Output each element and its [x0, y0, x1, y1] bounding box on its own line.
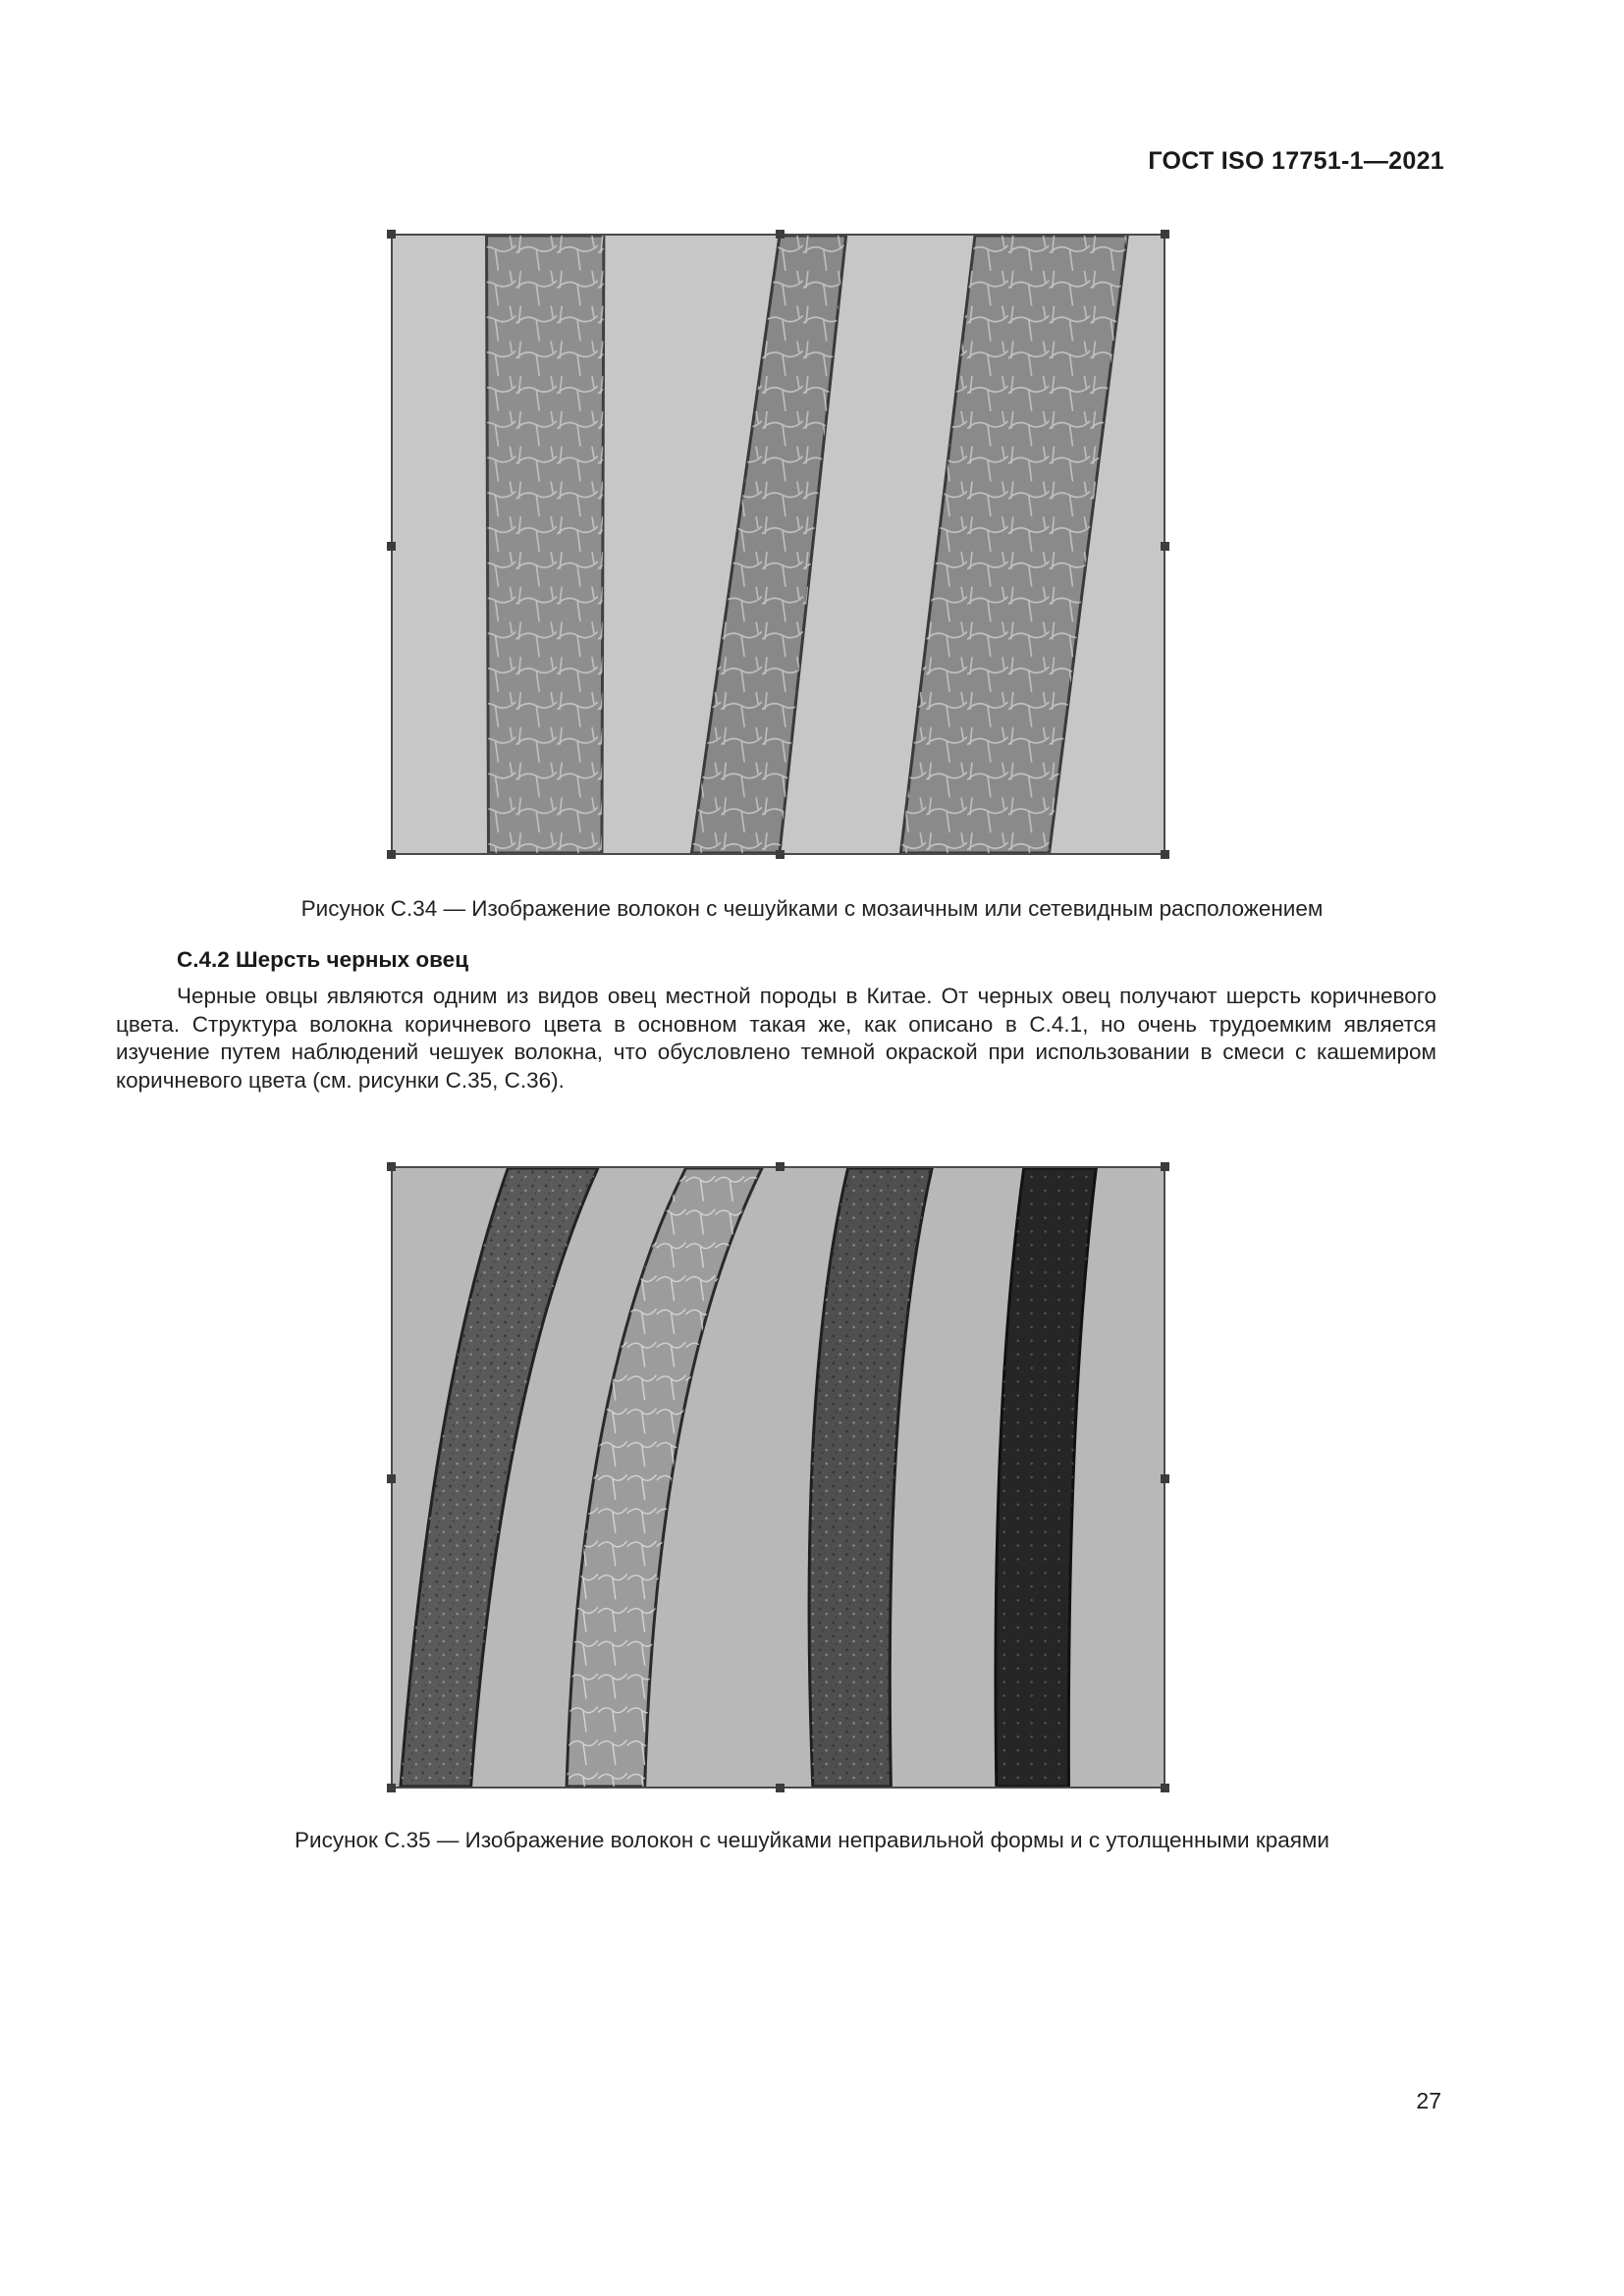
- resize-handle-left[interactable]: [387, 1474, 396, 1483]
- resize-handle-bottom[interactable]: [776, 1784, 785, 1792]
- figure-c35-image[interactable]: [391, 1166, 1165, 1789]
- resize-handle-right[interactable]: [1161, 1474, 1169, 1483]
- figure-c34-caption: Рисунок С.34 — Изображение волокон с чешуйками с мозаичным или сетевидным расположением: [300, 896, 1324, 921]
- resize-handle-top-right[interactable]: [1161, 1162, 1169, 1171]
- section-heading: С.4.2 Шерсть черных овец: [177, 947, 469, 972]
- fiber-micrograph-c34: [393, 236, 1164, 853]
- figure-c35-caption: Рисунок С.35 — Изображение волокон с чешуйками неправильной формы и с утолщенными краями: [295, 1828, 1329, 1852]
- resize-handle-bottom-left[interactable]: [387, 1784, 396, 1792]
- resize-handle-top[interactable]: [776, 230, 785, 239]
- resize-handle-left[interactable]: [387, 542, 396, 551]
- page-number: 27: [1416, 2088, 1441, 2113]
- resize-handle-bottom[interactable]: [776, 850, 785, 859]
- resize-handle-bottom-left[interactable]: [387, 850, 396, 859]
- resize-handle-top-left[interactable]: [387, 230, 396, 239]
- figure-c34-image[interactable]: [391, 234, 1165, 855]
- resize-handle-top-left[interactable]: [387, 1162, 396, 1171]
- resize-handle-top[interactable]: [776, 1162, 785, 1171]
- resize-handle-bottom-right[interactable]: [1161, 1784, 1169, 1792]
- resize-handle-bottom-right[interactable]: [1161, 850, 1169, 859]
- resize-handle-right[interactable]: [1161, 542, 1169, 551]
- resize-handle-top-right[interactable]: [1161, 230, 1169, 239]
- section-paragraph: Черные овцы являются одним из видов овец местной породы в Китае. От черных овец получают шерсть коричневого цвета. Структура волокна коричневого цвета в основном такая же, как описано в С.4.1, но очень трудоемким является изучение путем наблюдений чешуек волокна, что обусловлено темной окраской при использовании в смеси с кашемиром коричневого цвета (см. рисунки С.35, С.36).: [116, 984, 1436, 1093]
- fiber-micrograph-c35: [393, 1168, 1164, 1787]
- standard-header: ГОСТ ISO 17751-1—2021: [1148, 147, 1444, 175]
